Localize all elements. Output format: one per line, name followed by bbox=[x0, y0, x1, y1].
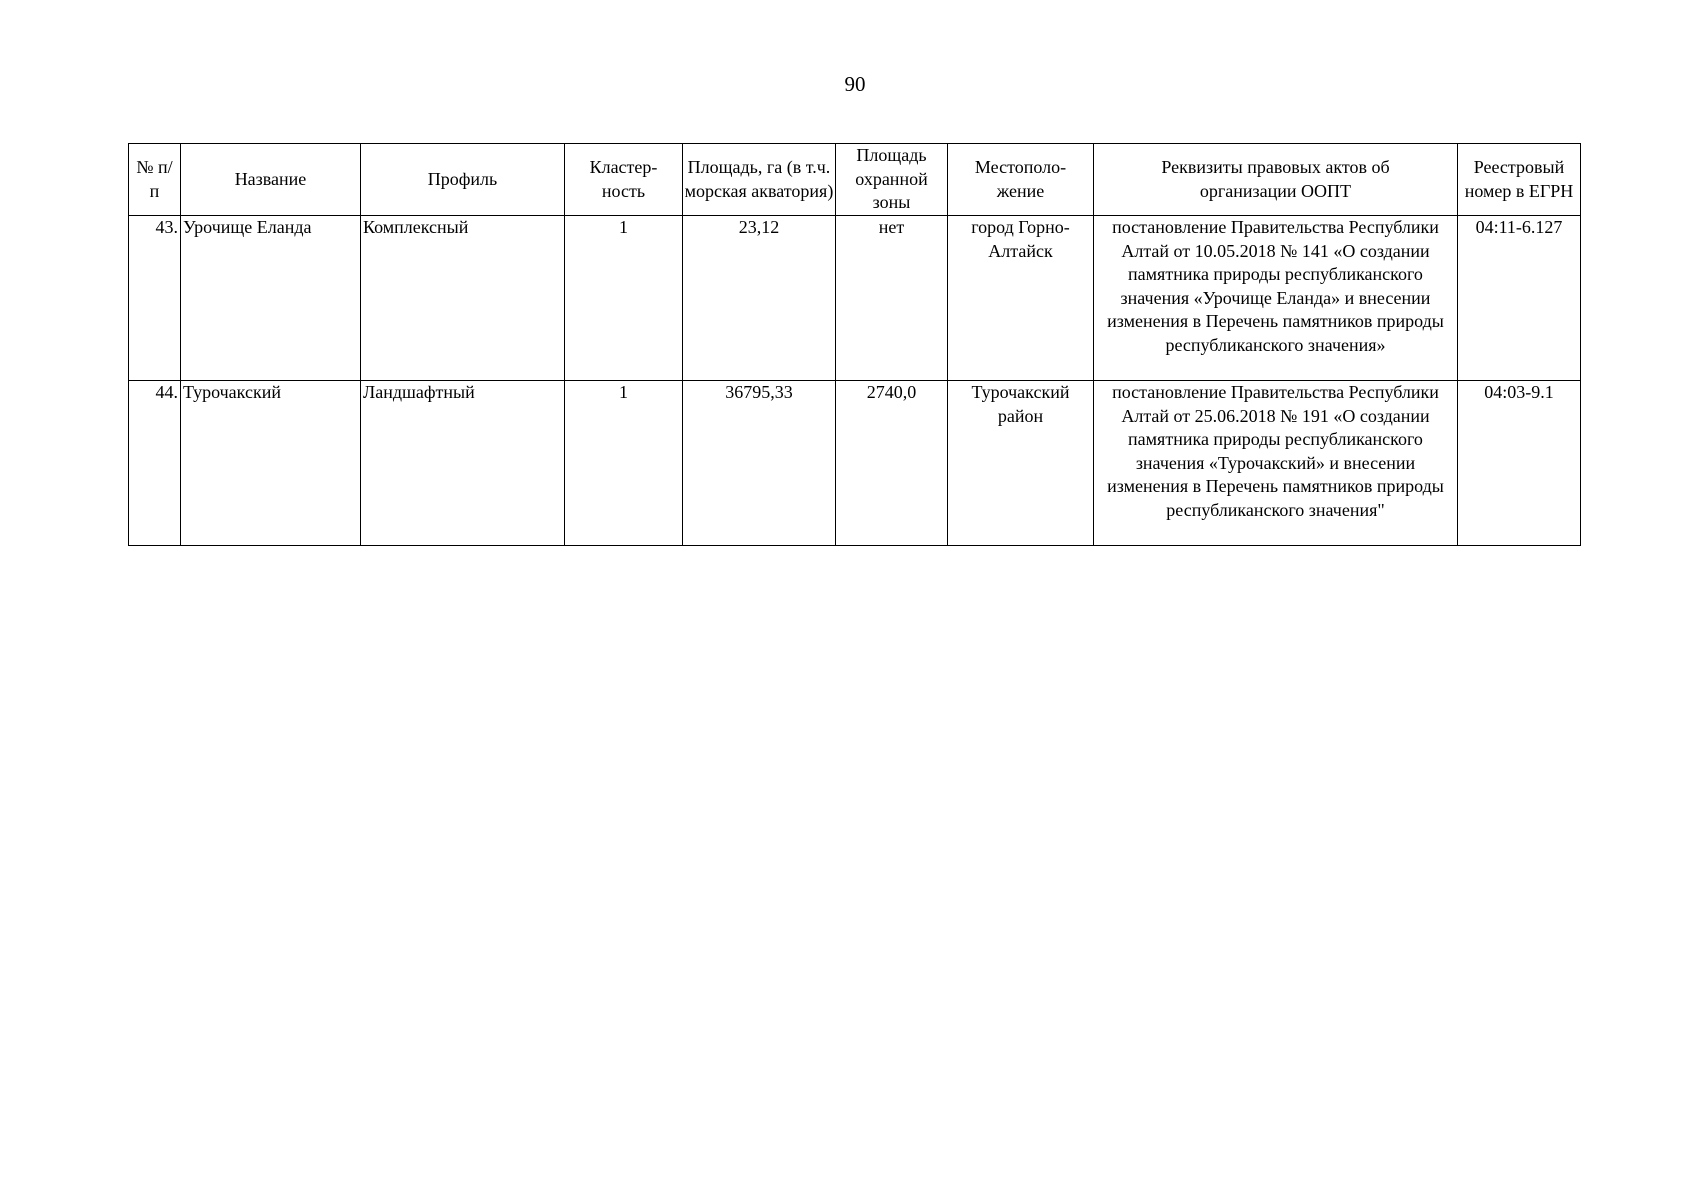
row-location: город Горно-Алтайск bbox=[948, 216, 1094, 381]
header-cluster: Кластер-ность bbox=[565, 144, 683, 216]
header-num: № п/п bbox=[129, 144, 181, 216]
row-profile: Ландшафтный bbox=[361, 381, 565, 546]
table-header-row bbox=[129, 144, 1581, 216]
page-number: 90 bbox=[844, 72, 866, 96]
row-location: Турочакский район bbox=[948, 381, 1094, 546]
row-legal-acts: постановление Правительства Республики Алтай от 10.05.2018 № 141 «О создании памятника природы республиканского значения «Урочище Еланда» и внесении изменения в Перечень памятников природы республиканского значения» bbox=[1094, 216, 1458, 381]
row-buffer-zone: нет bbox=[836, 216, 948, 381]
header-location: Местополо-жение bbox=[948, 144, 1094, 216]
row-profile: Комплексный bbox=[361, 216, 565, 381]
row-num: 44. bbox=[129, 381, 181, 546]
table-row bbox=[129, 381, 1581, 546]
header-profile: Профиль bbox=[361, 144, 565, 216]
header-name: Название bbox=[181, 144, 361, 216]
row-registry-number: 04:03-9.1 bbox=[1458, 381, 1581, 546]
row-num: 43. bbox=[129, 216, 181, 381]
row-area: 36795,33 bbox=[683, 381, 836, 546]
row-name: Турочакский bbox=[181, 381, 361, 546]
table-row bbox=[129, 216, 1581, 381]
header-buffer-zone: Площадь охранной зоны bbox=[836, 144, 948, 216]
header-legal-acts: Реквизиты правовых актов об организации ООПТ bbox=[1094, 144, 1458, 216]
row-legal-acts: постановление Правительства Республики Алтай от 25.06.2018 № 191 «О создании памятника природы республиканского значения «Турочакский» и внесении изменения в Перечень памятников природы республиканского значения" bbox=[1094, 381, 1458, 546]
protected-areas-table bbox=[128, 143, 1581, 546]
row-buffer-zone: 2740,0 bbox=[836, 381, 948, 546]
row-cluster: 1 bbox=[565, 216, 683, 381]
header-registry-number: Реестровый номер в ЕГРН bbox=[1458, 144, 1581, 216]
row-cluster: 1 bbox=[565, 381, 683, 546]
header-area: Площадь, га (в т.ч. морская акватория) bbox=[683, 144, 836, 216]
row-name: Урочище Еланда bbox=[181, 216, 361, 381]
row-area: 23,12 bbox=[683, 216, 836, 381]
row-registry-number: 04:11-6.127 bbox=[1458, 216, 1581, 381]
